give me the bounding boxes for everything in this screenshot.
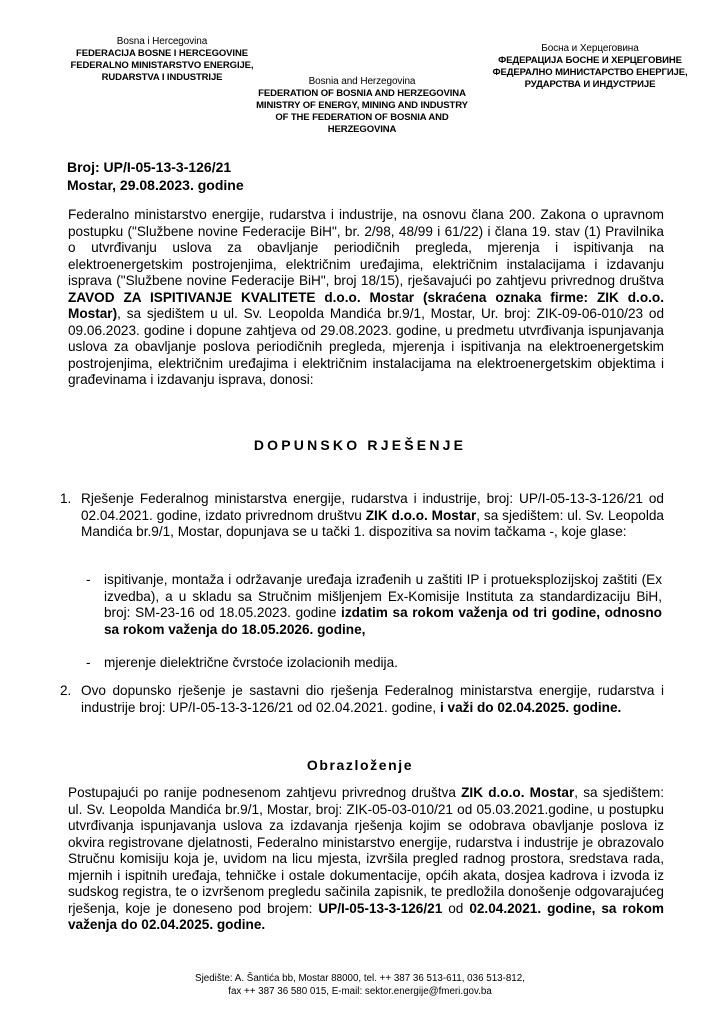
reasoning-company: ZIK d.o.o. Mostar — [461, 785, 575, 800]
reasoning-number: UP/I-05-13-3-126/21 — [318, 900, 443, 916]
reasoning-validity: 02.04.2021. godine, sa rokom važenja do 02.04.2025. godine. — [68, 900, 664, 932]
header-center-ministry-3: HERZEGOVINA — [327, 124, 397, 135]
header-right-country: Босна и Херцеговина — [541, 43, 639, 54]
footer — [0, 973, 720, 998]
bullet-item-1 — [86, 572, 662, 638]
decision-title: DOPUNSKO RJEŠENJE — [253, 437, 467, 453]
reasoning-paragraph — [68, 785, 664, 934]
bullet-1-text — [104, 572, 662, 638]
footer-contact: fax ++ 387 36 580 015, E-mail: sektor.energije@fmeri.gov.ba — [228, 985, 492, 997]
header-right-ministry: ФЕДЕРАЛНО МИНИСТАРСТВО ЕНЕРГИЈЕ, — [492, 67, 688, 78]
header-right — [476, 43, 704, 91]
bullet-1-text-1: ispitivanje, montaža i održavanje uređaja izrađenih u zaštiti IP i protueksplozijskoj zaštiti (Ex izvedba), a u skladu sa Stručnim mišljenjem Ex-Komisije Instituta za standardizaciju BiH, broj: SM-23-16 od 18.05.2023. godine — [104, 572, 662, 620]
item-1-text-1: Rješenje Federalnog ministarstva energije, rudarstva i industrije, broj: UP/I-05-13-3-126/21 od 02.04.2021. godine, izdato privrednom društvu — [81, 491, 664, 523]
bullet-item-2 — [86, 655, 662, 672]
document-number: Broj: UP/I-05-13-3-126/21 — [67, 159, 232, 175]
footer-address: Sjedište: A. Šantića bb, Mostar 88000, tel. ++ 387 36 513-611, 036 513-812, — [195, 973, 525, 984]
numbered-item-1 — [60, 491, 664, 541]
header-right-ministry-2: РУДАРСТВА И ИНДУСТРИЈЕ — [524, 79, 656, 90]
item-1-text — [81, 491, 664, 541]
intro-text-1: Federalno ministarstvo energije, rudarstva i industrije, na osnovu člana 200. Zakona o upravnom postupku ("Službene novine Federacije BiH", br. 2/98, 48/99 i 61/22) i člana 19. stav (1) Pravilnika o utvrđivanju uslova za obavljanje periodičnih pregleda, mjerenja i ispitivanja na elektroenergetskim postrojenjima, električnim uređajima, električnim instalacijama i izdavanju isprava ("Službene novine Federacije BiH", broj 18/15), rješavajući po zahtjevu privrednog društva — [68, 207, 664, 288]
header-center — [218, 76, 506, 136]
header-center-country: Bosnia and Herzegovina — [308, 76, 416, 87]
item-number: 1. — [60, 491, 72, 506]
bullet-2-text: mjerenje dielektrične čvrstoće izolacionih medija. — [104, 655, 398, 670]
bullet-dash: - — [86, 655, 91, 670]
header-left-federation: FEDERACIJA BOSNE I HERCEGOVINE — [76, 48, 248, 59]
header-center-ministry-2: OF THE FEDERATION OF BOSNIA AND — [275, 112, 449, 123]
reasoning-text-2: , sa sjedištem: ul. Sv. Leopolda Mandića br.9/1, Mostar, broj: ZIK-05-03-010/21 od 05.03.2021.godine, u postupku utvrđivanja ispunjavanja uslova za izdavanja rješenja kojim se odobrava obavljanje poslova iz okvira registrovane djelatnosti, Federalno ministarstvo energije, rudarstva i industrije je obrazovalo Stručnu komisiju koja je, uvidom na licu mjesta, izvršila pregled radnog prostora, sredstava rada, mjernih i ispitnih uređaja, tehničke i ostale dokumentacije, općih akata, dosjea kadrova i izvoda iz sudskog registra, te o izvršenom pregledu sačinila zapisnik, te predložila donošenje odgovarajućeg rješenja, koje je doneseno pod brojem: — [68, 785, 664, 916]
intro-company-name: ZAVOD ZA ISPITIVANJE KVALITETE d.o.o. Mostar (skraćena oznaka firme: ZIK d.o.o. Mostar) — [68, 289, 664, 321]
item-number: 2. — [60, 683, 72, 698]
reference-block — [67, 158, 244, 194]
document-date: Mostar, 29.08.2023. godine — [67, 177, 244, 193]
header-center-ministry: MINISTRY OF ENERGY, MINING AND INDUSTRY — [256, 100, 468, 111]
item-2-text — [81, 683, 664, 716]
bullet-dash: - — [86, 572, 91, 587]
reasoning-title: Obrazloženje — [306, 757, 414, 773]
reasoning-text-3: od — [442, 900, 470, 916]
item-2-text-1: Ovo dopunsko rješenje je sastavni dio rješenja Federalnog ministarstva energije, rudarstva i industrije broj: UP/I-05-13-3-126/21 od 02.04.2021. godine, — [81, 683, 664, 715]
intro-text-2: , sa sjedištem u ul. Sv. Leopolda Mandića br.9/1, Mostar, Ur. broj: ZIK-09-06-010/23 od 09.06.2023. godine i dopune zahtjeva od 29.08.2023. godine, u predmetu utvrđivanja ispunjavanja uslova za obavljanje poslova periodičnih pregleda, mjerenja i ispitivanja na elektroenergetskim postrojenjima, električnim uređajima i električnim instalacijama na elektroenergetskim objektima i građevinama i izdavanju isprava, donosi: — [68, 306, 664, 387]
item-1-company: ZIK d.o.o. Mostar — [365, 507, 477, 523]
item-2-validity: i važi do 02.04.2025. godine. — [439, 699, 622, 715]
header-center-federation: FEDERATION OF BOSNIA AND HERZEGOVINA — [258, 88, 466, 99]
header-left-ministry-2: RUDARSTVA I INDUSTRIJE — [101, 72, 223, 83]
header-left-ministry: FEDERALNO MINISTARSTVO ENERGIJE, — [70, 60, 254, 71]
numbered-item-2 — [60, 683, 664, 716]
intro-paragraph — [68, 207, 664, 389]
header-left-country: Bosna i Hercegovina — [116, 36, 208, 47]
item-1-text-2: , sa sjedištem: ul. Sv. Leopolda Mandića br.9/1, Mostar, dopunjava se u tački 1. dispozitiva sa novim tačkama -, koje glase: — [81, 507, 664, 539]
bullet-1-validity: izdatim sa rokom važenja od tri godine, odnosno sa rokom važenja do 18.05.2026. godine, — [104, 605, 662, 637]
reasoning-text-1: Postupajući po ranije podnesenom zahtjevu privrednog društva — [68, 785, 462, 800]
header-right-federation: ФЕДЕРАЦИЈА БОСНЕ И ХЕРЦЕГОВИНЕ — [498, 55, 682, 66]
